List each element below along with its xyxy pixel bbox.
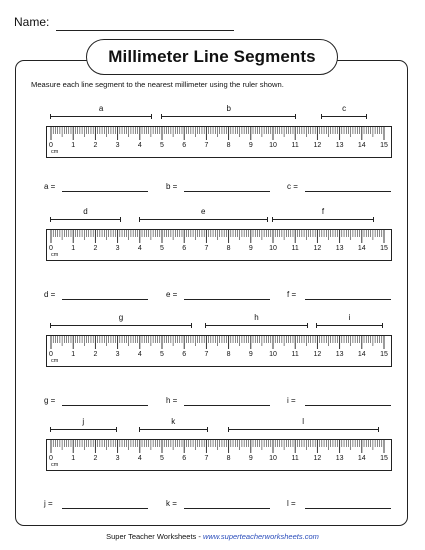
line-segment-a bbox=[50, 114, 152, 120]
footer bbox=[0, 532, 425, 541]
answer-blank[interactable] bbox=[305, 191, 391, 192]
answer-label: h = bbox=[166, 396, 178, 405]
segment-label: k bbox=[171, 417, 176, 426]
footer-url[interactable]: www.superteacherworksheets.com bbox=[202, 532, 319, 541]
answer-blank[interactable] bbox=[305, 299, 391, 300]
ruler-unit: cm bbox=[51, 252, 59, 258]
answer-blank[interactable] bbox=[62, 508, 148, 509]
instructions: Measure each line segment to the nearest millimeter using the ruler shown. bbox=[31, 80, 284, 89]
ruler-number: 1 bbox=[71, 455, 76, 462]
ruler-number: 2 bbox=[93, 455, 98, 462]
ruler-number: 11 bbox=[291, 142, 299, 149]
ruler-number: 3 bbox=[115, 351, 120, 358]
answer-blank[interactable] bbox=[62, 299, 148, 300]
segment-label: g bbox=[118, 313, 124, 322]
answer-label: i = bbox=[287, 396, 296, 405]
ruler-number: 6 bbox=[182, 142, 187, 149]
answer-blank[interactable] bbox=[184, 508, 270, 509]
segment-label: a bbox=[98, 104, 104, 113]
ruler-number: 4 bbox=[137, 351, 142, 358]
ruler-number: 3 bbox=[115, 142, 120, 149]
ruler-number: 4 bbox=[137, 245, 142, 252]
ruler-number: 9 bbox=[248, 142, 253, 149]
answer-blank[interactable] bbox=[62, 405, 148, 406]
ruler-number: 15 bbox=[380, 245, 388, 252]
answer-label: f = bbox=[287, 290, 297, 299]
name-label: Name: bbox=[14, 15, 50, 29]
ruler-number: 12 bbox=[313, 351, 322, 358]
ruler-number: 2 bbox=[93, 351, 98, 358]
ruler-number: 9 bbox=[248, 351, 253, 358]
answer-label: j = bbox=[44, 499, 53, 508]
ruler-number: 5 bbox=[160, 351, 164, 358]
title-banner bbox=[86, 39, 338, 75]
segment-label: h bbox=[254, 313, 259, 322]
ruler-number: 10 bbox=[269, 142, 277, 149]
ruler-number: 0 bbox=[49, 455, 53, 462]
answer-blank[interactable] bbox=[184, 191, 270, 192]
ruler-number: 0 bbox=[49, 245, 53, 252]
ruler-number: 12 bbox=[313, 245, 322, 252]
ruler-number: 13 bbox=[335, 142, 344, 149]
ruler-number: 14 bbox=[357, 245, 366, 252]
ruler-number: 14 bbox=[357, 351, 366, 358]
ruler-number: 7 bbox=[204, 142, 209, 149]
ruler-number: 12 bbox=[313, 455, 322, 462]
ruler-number: 15 bbox=[380, 142, 388, 149]
centimeter-ruler bbox=[46, 126, 392, 158]
ruler-number: 1 bbox=[71, 351, 76, 358]
ruler-number: 4 bbox=[137, 142, 142, 149]
centimeter-ruler bbox=[46, 229, 392, 261]
ruler-number: 8 bbox=[226, 455, 231, 462]
ruler-number: 6 bbox=[182, 351, 187, 358]
line-segment-c bbox=[321, 114, 368, 120]
answer-blank[interactable] bbox=[62, 191, 148, 192]
ruler-number: 5 bbox=[160, 142, 164, 149]
segment-label: j bbox=[82, 417, 85, 426]
segment-label: f bbox=[321, 207, 325, 216]
ruler-number: 7 bbox=[204, 245, 209, 252]
ruler-unit: cm bbox=[51, 358, 59, 364]
answer-label: d = bbox=[44, 290, 56, 299]
ruler-number: 15 bbox=[380, 351, 388, 358]
line-segment-l bbox=[228, 427, 379, 433]
name-line[interactable] bbox=[56, 30, 234, 31]
ruler-number: 12 bbox=[313, 142, 322, 149]
answer-label: e = bbox=[166, 290, 178, 299]
answer-label: c = bbox=[287, 182, 298, 191]
line-segment-f bbox=[272, 217, 374, 223]
answer-blank[interactable] bbox=[305, 405, 391, 406]
ruler-number: 2 bbox=[93, 245, 98, 252]
segment-label: i bbox=[348, 313, 351, 322]
ruler-number: 9 bbox=[248, 245, 253, 252]
answer-label: g = bbox=[44, 396, 56, 405]
ruler-number: 3 bbox=[115, 245, 120, 252]
answer-blank[interactable] bbox=[305, 508, 391, 509]
ruler-unit: cm bbox=[51, 462, 59, 468]
ruler-number: 4 bbox=[137, 455, 142, 462]
ruler-number: 10 bbox=[269, 455, 277, 462]
ruler-unit: cm bbox=[51, 149, 59, 155]
line-segment-k bbox=[139, 427, 208, 433]
ruler-number: 6 bbox=[182, 455, 187, 462]
centimeter-ruler bbox=[46, 335, 392, 367]
ruler-number: 1 bbox=[71, 245, 76, 252]
ruler-number: 11 bbox=[291, 455, 299, 462]
ruler-number: 14 bbox=[357, 455, 366, 462]
ruler-number: 8 bbox=[226, 245, 231, 252]
segment-label: d bbox=[83, 207, 88, 216]
ruler-number: 2 bbox=[93, 142, 98, 149]
ruler-number: 5 bbox=[160, 455, 164, 462]
ruler-number: 9 bbox=[248, 455, 253, 462]
ruler-number: 14 bbox=[357, 142, 366, 149]
ruler-number: 11 bbox=[291, 351, 299, 358]
ruler-number: 5 bbox=[160, 245, 164, 252]
ruler-number: 8 bbox=[226, 142, 231, 149]
centimeter-ruler bbox=[46, 439, 392, 471]
ruler-number: 11 bbox=[291, 245, 299, 252]
ruler-number: 7 bbox=[204, 351, 209, 358]
answer-blank[interactable] bbox=[184, 405, 270, 406]
ruler-number: 0 bbox=[49, 351, 53, 358]
ruler-number: 6 bbox=[182, 245, 187, 252]
line-segment-h bbox=[205, 323, 307, 329]
segment-label: b bbox=[226, 104, 231, 113]
segment-label: c bbox=[342, 104, 347, 113]
answer-label: a = bbox=[44, 182, 56, 191]
ruler-number: 13 bbox=[335, 245, 344, 252]
ruler-number: 1 bbox=[71, 142, 76, 149]
ruler-number: 8 bbox=[226, 351, 231, 358]
ruler-number: 10 bbox=[269, 245, 277, 252]
ruler-number: 13 bbox=[335, 455, 344, 462]
ruler-number: 3 bbox=[115, 455, 120, 462]
line-segment-d bbox=[50, 217, 121, 223]
segment-label: e bbox=[200, 207, 206, 216]
answer-blank[interactable] bbox=[184, 299, 270, 300]
line-segment-b bbox=[161, 114, 296, 120]
footer-text: Super Teacher Worksheets - bbox=[106, 532, 203, 541]
ruler-number: 10 bbox=[269, 351, 277, 358]
ruler-number: 0 bbox=[49, 142, 53, 149]
segment-label: l bbox=[302, 417, 304, 426]
ruler-number: 15 bbox=[380, 455, 388, 462]
line-segment-i bbox=[316, 323, 383, 329]
answer-label: l = bbox=[287, 499, 296, 508]
answer-label: b = bbox=[166, 182, 178, 191]
line-segment-e bbox=[139, 217, 268, 223]
line-segment-g bbox=[50, 323, 192, 329]
ruler-number: 7 bbox=[204, 455, 209, 462]
line-segment-j bbox=[50, 427, 117, 433]
ruler-number: 13 bbox=[335, 351, 344, 358]
page-title: Millimeter Line Segments bbox=[108, 47, 316, 66]
answer-label: k = bbox=[166, 499, 177, 508]
